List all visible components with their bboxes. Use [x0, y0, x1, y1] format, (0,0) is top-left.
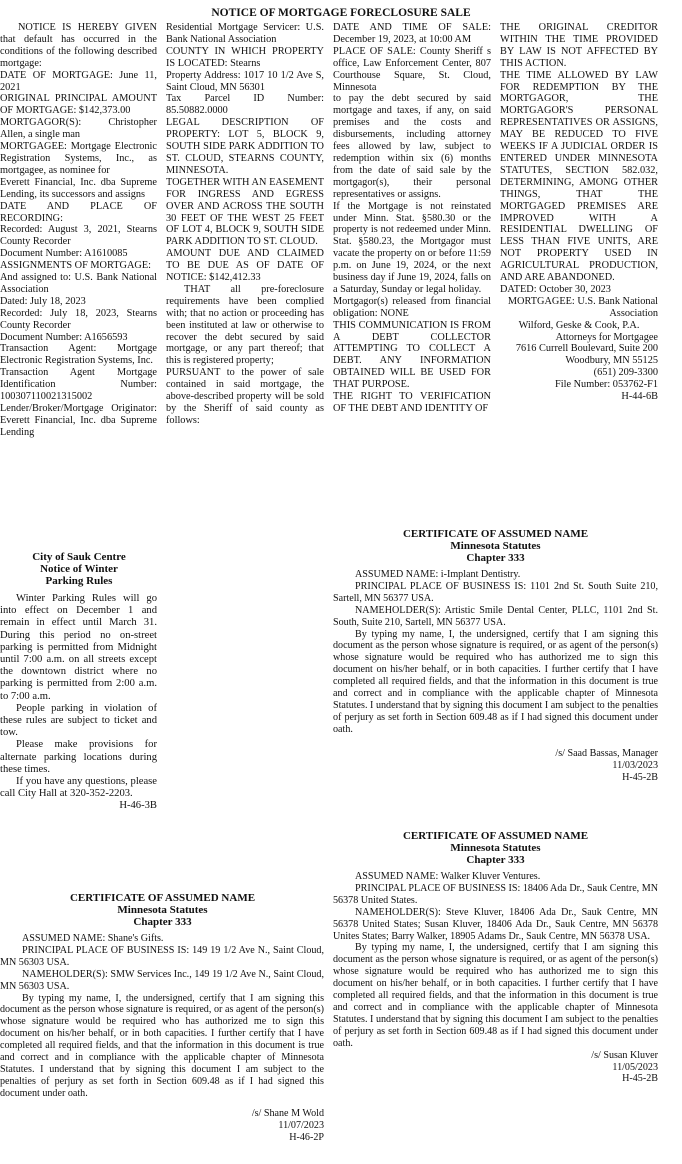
winter-parking-body [0, 593, 157, 843]
paragraph: ASSIGNMENTS OF MORTGAGE: [0, 260, 151, 272]
notice-code: H-45-2B [622, 771, 658, 783]
foreclosure-title: NOTICE OF MORTGAGE FORECLOSURE SALE [211, 7, 471, 19]
paragraph: ORIGINAL PRINCIPAL AMOUNT OF MORTGAGE: $142,373.00 [0, 93, 157, 117]
signature-date: 11/07/2023 [278, 1119, 324, 1131]
foreclosure-column-3 [333, 22, 491, 534]
notice-code: H-46-3B [119, 800, 157, 812]
place-of-business: PRINCIPAL PLACE OF BUSINESS IS: 149 19 1/2 Ave N., Saint Cloud, MN 56303 USA. [0, 944, 324, 968]
paragraph: Winter Parking Rules will go into effect on December 1 and remain in effect until March 31. During this period no on-street parking is permitted from Midnight until 7:00 a.m. on all streets except the downtown district where no parking is permitted from 2:00 a.m. to 7:00 a.m. [0, 593, 157, 702]
paragraph: THE TIME ALLOWED BY LAW FOR REDEMPTION BY THE MORTGAGOR, THE MORTGAGOR'S PERSONAL REPRESENTATIVES OR ASSIGNS, MAY BE REDUCED TO FIVE WEEKS IF A JUDICIAL ORDER IS ENTERED UNDER MINNESOTA STATUTES, SECTION 582.032, DETERMINING, AMONG OTHER THINGS, THAT THE MORTGAGED PREMISES ARE IMPROVED WITH A RESIDENTIAL DWELLING OF LESS THAN FIVE UNITS, ARE NOT PROPERTY USED IN AGRICULTURAL PRODUCTION, AND ARE ABANDONED. [500, 69, 658, 284]
paragraph: If the Mortgage is not reinstated under Minn. Stat. §580.30 or the property is not redeemed under Minn. Stat. §580.23, the Mortgagor must vacate the property on or before 11:59 p.m. on June 19, 2024, or the next business day if June 19, 2024, falls on a Saturday, Sunday or legal holiday. [333, 200, 491, 295]
notice-code: H-46-2P [289, 1131, 324, 1143]
signature-date: 11/03/2023 [612, 759, 658, 771]
certificate-statute: Minnesota Statutes [450, 540, 541, 552]
paragraph: COUNTY IN WHICH PROPERTY IS LOCATED: Stearns [166, 45, 324, 69]
paragraph: Document Number: A1610085 [0, 248, 128, 260]
paragraph: DATE AND TIME OF SALE: December 19, 2023, at 10:00 AM [333, 22, 491, 45]
nameholders: NAMEHOLDER(S): Steve Kluver, 18406 Ada Dr., Sauk Centre, MN 56378 United States; Susan Kluver, 18406 Ada Dr., Sauk Centre, MN 56378 Unites States; Barry Walker, 18905 Adams Dr., Sauk Centre, MN 56378 USA. [333, 906, 658, 942]
foreclosure-column-4 [500, 22, 658, 492]
certificate-statute: Minnesota Statutes [450, 842, 541, 854]
signature: /s/ Saad Bassas, Manager [555, 747, 658, 759]
place-of-business: PRINCIPAL PLACE OF BUSINESS IS: 18406 Ada Dr., Sauk Centre, MN 56378 United States. [333, 882, 658, 906]
paragraph: Transaction Agent Mortgage Identification Number: 100307110021315002 [0, 367, 157, 403]
assumed-name: ASSUMED NAME: i-Implant Dentistry. [355, 569, 521, 580]
law-firm-name: Wilford, Geske & Cook, P.A. [518, 319, 640, 331]
certificate-statute: Minnesota Statutes [117, 904, 208, 916]
attorneys-line: Attorneys for Mortgagee [555, 331, 658, 343]
paragraph: DATE OF MORTGAGE: June 11, 2021 [0, 69, 157, 93]
certification-text: By typing my name, I, the undersigned, certify that I am signing this document as the person whose signature is required, or as agent of the person(s) whose signature would be required who has authorized me to sign this document on his/her behalf, or in both capacities. I further certify that I have completed all required fields, and that the information in this document is true and correct and in compliance with the applicable chapter of Minnesota Statutes. I understand that by signing this document I am subject to the penalties of perjury as set forth in Section 609.48 as if I had signed this document under oath. [333, 942, 658, 1049]
foreclosure-column-1 [0, 22, 157, 534]
certificate-title: CERTIFICATE OF ASSUMED NAME [69, 892, 256, 904]
paragraph: TOGETHER WITH AN EASEMENT FOR INGRESS AND EGRESS OVER AND ACROSS THE SOUTH 30 FEET OF THE WEST 25 FEET OF LOT 4, BLOCK 9, SOUTH SIDE PARK ADDITION TO ST. CLOUD. [166, 176, 324, 248]
paragraph: MORTGAGEE: Mortgage Electronic Registration Systems, Inc., as mortgagee, as nominee for [0, 141, 157, 176]
paragraph: DATE AND PLACE OF RECORDING: [0, 200, 157, 224]
certification-text: By typing my name, I, the undersigned, certify that I am signing this document as the person whose signature is required, or as agent of the person(s) whose signature would be required who has authorized me to sign this document on his/her behalf, or in both capacities. I further certify that I have completed all required fields, and that the information in this document is true and correct and in compliance with the applicable chapter of Minnesota Statutes. I understand that by signing this document I am subject to the penalties of perjury as set forth in Section 609.48 as if I had signed this document under oath. [0, 992, 324, 1099]
foreclosure-column-2 [166, 22, 324, 534]
certificate-body [333, 871, 658, 1151]
notice-code: H-44-6B [621, 391, 658, 403]
mortgagee-signature: MORTGAGEE: U.S. Bank National Association [507, 295, 658, 319]
assumed-name: ASSUMED NAME: Shane's Gifts. [22, 933, 164, 944]
winter-title-line-1: City of Sauk Centre [32, 551, 126, 563]
file-number: File Number: 053762-F1 [555, 379, 658, 391]
paragraph: THIS COMMUNICATION IS FROM A DEBT COLLECTOR ATTEMPTING TO COLLECT A DEBT. ANY INFORMATION OBTAINED WILL BE USED FOR THAT PURPOSE. [333, 319, 491, 391]
paragraph: Recorded: July 18, 2023, Stearns County Recorder [0, 307, 157, 331]
certificate-title: CERTIFICATE OF ASSUMED NAME [402, 830, 589, 842]
winter-title-line-3: Parking Rules [45, 575, 113, 587]
paragraph: THE ORIGINAL CREDITOR WITHIN THE TIME PROVIDED BY LAW IS NOT AFFECTED BY THIS ACTION. [500, 22, 658, 69]
paragraph: People parking in violation of these rules are subject to ticket and tow. [0, 702, 157, 739]
firm-city: Woodbury, MN 55125 [565, 355, 658, 367]
paragraph: PLACE OF SALE: County Sheriff s office, Law Enforcement Center, 807 Courthouse Square, St. Cloud, Minnesota [333, 45, 491, 93]
paragraph: THE RIGHT TO VERIFICATION OF THE DEBT AND IDENTITY OF [333, 391, 491, 414]
paragraph: Residential Mortgage Servicer: U.S. Bank National Association [166, 22, 324, 45]
paragraph: Transaction Agent: Mortgage Electronic Registration Systems, Inc. [0, 343, 157, 367]
paragraph: THAT all pre-foreclosure requirements have been complied with; that no action or proceeding has been instituted at law or otherwise to recover the debt secured by said mortgage, or any part thereof; that this is registered property; [166, 283, 324, 367]
paragraph: Mortgagor(s) released from financial obligation: NONE [333, 295, 491, 319]
paragraph: MORTGAGOR(S): Christopher Allen, a single man [0, 117, 157, 141]
paragraph: Tax Parcel ID Number: 85.50882.0000 [166, 93, 324, 117]
paragraph: Document Number: A1656593 [0, 331, 128, 343]
paragraph: to pay the debt secured by said mortgage and taxes, if any, on said premises and the costs and disbursements, including attorney fees allowed by law, subject to redemption within six (6) months from the date of said sale by the mortgagor(s), their personal representatives or assigns. [333, 93, 491, 200]
paragraph: Everett Financial, Inc. dba Supreme Lending, its successors and assigns [0, 176, 157, 200]
certificate-body [333, 569, 658, 797]
paragraph: Lender/Broker/Mortgage Originator: Everett Financial, Inc. dba Supreme Lending [0, 403, 157, 438]
paragraph: And assigned to: U.S. Bank National Association [0, 272, 157, 295]
certificate-title: CERTIFICATE OF ASSUMED NAME [402, 528, 589, 540]
paragraph: Please make provisions for alternate parking locations during these times. [0, 739, 157, 775]
signature: /s/ Shane M Wold [251, 1107, 324, 1119]
certification-text: By typing my name, I, the undersigned, certify that I am signing this document as the person whose signature is required, or as agent of the person(s) whose signature would be required who has authorized me to sign this document on his/her behalf, or in both capacities. I further certify that I have completed all required fields, and that the information in this document is true and correct and in compliance with the applicable chapter of Minnesota Statutes. I understand that by signing this document I am subject to the penalties of perjury as set forth in Section 609.48 as if I had signed this document under oath. [333, 628, 658, 735]
firm-address: 7616 Currell Boulevard, Suite 200 [515, 343, 658, 355]
notice-code: H-45-2B [622, 1073, 658, 1085]
signature: /s/ Susan Kluver [591, 1049, 658, 1061]
paragraph: AMOUNT DUE AND CLAIMED TO BE DUE AS OF DATE OF NOTICE: $142,412.33 [166, 248, 324, 284]
paragraph: NOTICE IS HEREBY GIVEN that default has occurred in the conditions of the following described mortgage: [0, 22, 157, 69]
winter-title-line-2: Notice of Winter [40, 563, 118, 575]
paragraph: PURSUANT to the power of sale contained in said mortgage, the above-described property will be sold by the Sheriff of said county as follows: [166, 367, 324, 426]
paragraph: Recorded: August 3, 2021, Stearns County Recorder [0, 224, 157, 248]
firm-phone: (651) 209-3300 [593, 367, 658, 379]
paragraph: LEGAL DESCRIPTION OF PROPERTY: LOT 5, BLOCK 9, SOUTH SIDE PARK ADDITION TO ST. CLOUD, STEARNS COUNTY, MINNESOTA. [166, 117, 324, 176]
paragraph: DATED: October 30, 2023 [500, 283, 611, 295]
nameholders: NAMEHOLDER(S): SMW Services Inc., 149 19 1/2 Ave N., Saint Cloud, MN 56303 USA. [0, 968, 324, 992]
nameholders: NAMEHOLDER(S): Artistic Smile Dental Center, PLLC, 1101 2nd St. South, Suite 210, Sartell, MN 56377 USA. [333, 604, 658, 628]
certificate-body [0, 933, 324, 1159]
certificate-chapter: Chapter 333 [466, 854, 525, 866]
paragraph: Property Address: 1017 10 1/2 Ave S, Saint Cloud, MN 56301 [166, 69, 324, 93]
assumed-name: ASSUMED NAME: Walker Kluver Ventures. [355, 871, 541, 882]
place-of-business: PRINCIPAL PLACE OF BUSINESS IS: 1101 2nd St. South Suite 210, Sartell, MN 56377 USA. [333, 580, 658, 604]
paragraph: Dated: July 18, 2023 [0, 295, 86, 307]
certificate-chapter: Chapter 333 [133, 916, 192, 928]
signature-date: 11/05/2023 [612, 1061, 658, 1073]
certificate-chapter: Chapter 333 [466, 552, 525, 564]
paragraph: If you have any questions, please call City Hall at 320-352-2203. [0, 776, 157, 800]
